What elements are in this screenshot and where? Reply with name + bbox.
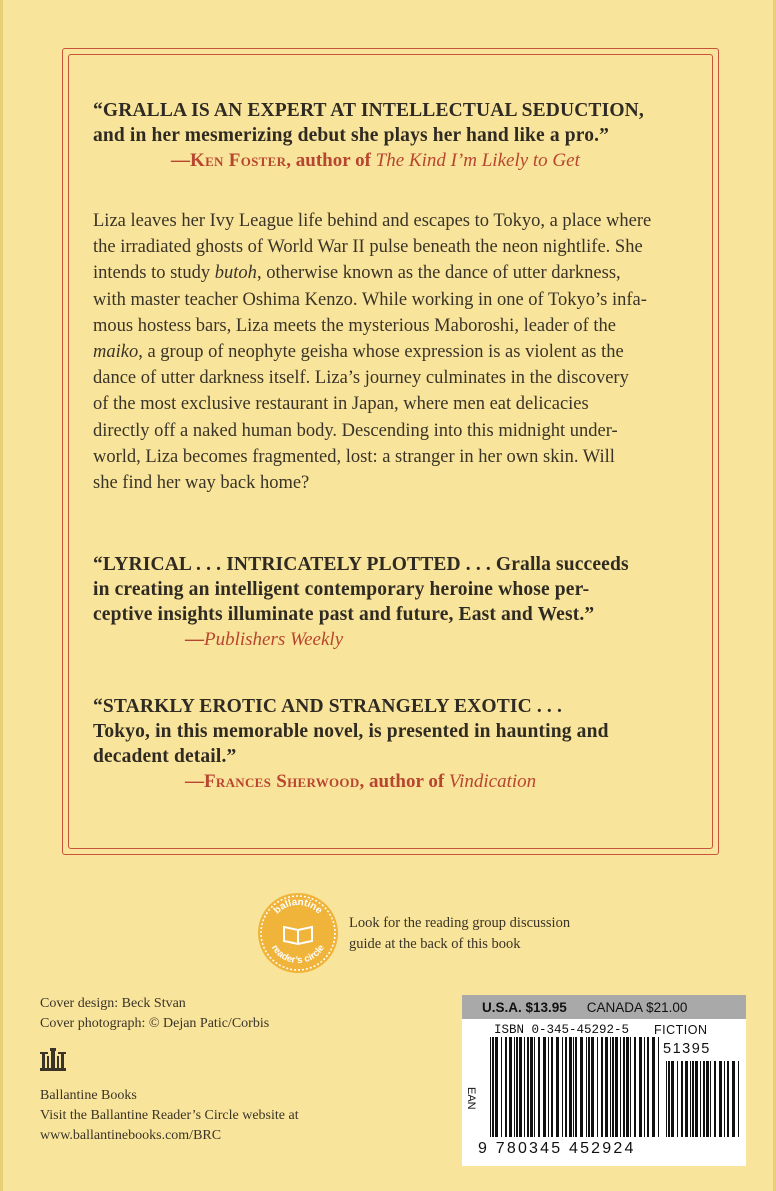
synopsis xyxy=(93,208,683,496)
text: , a group of neophyte geisha whose expression is as violent as the xyxy=(138,342,624,363)
quote-line: in creating an intelligent contemporary heroine whose per- xyxy=(93,579,590,600)
quote-line: Tokyo, in this memorable novel, is presented in haunting and xyxy=(93,721,609,742)
price-usa: U.S.A. $13.95 xyxy=(482,999,567,1015)
ballantine-logo xyxy=(40,1047,66,1071)
barcode-bar xyxy=(562,1037,563,1137)
synopsis-line: of the most exclusive restaurant in Japan, where men eat delicacies xyxy=(93,394,589,415)
ean-label: EAN xyxy=(465,1087,477,1110)
barcode-bar xyxy=(516,1037,518,1137)
barcode-bar xyxy=(714,1061,716,1137)
barcode-bar xyxy=(591,1037,594,1137)
publisher-name: Ballantine Books xyxy=(40,1088,137,1103)
barcode-bar xyxy=(505,1037,507,1137)
blurb-sherwood-attribution xyxy=(93,769,683,794)
blurb-sherwood xyxy=(93,694,683,794)
barcode-bar xyxy=(724,1061,725,1137)
barcode-bar xyxy=(586,1037,587,1137)
barcode-bar xyxy=(666,1061,667,1137)
isbn-text: ISBN 0-345-45292-5 xyxy=(494,1023,630,1037)
blurb-pw-attribution xyxy=(93,627,683,652)
barcode-bar xyxy=(534,1037,535,1137)
seal-bottom-text: reader’s circle xyxy=(268,942,328,967)
quote-line: and in her mesmerizing debut she plays her hand like a pro.” xyxy=(93,125,610,146)
barcode-bar xyxy=(509,1037,512,1137)
author-of: , author of xyxy=(359,771,449,792)
synopsis-line: world, Liza becomes fragmented, lost: a stranger in her own skin. Will xyxy=(93,446,615,467)
cover-credits xyxy=(40,994,269,1034)
quote-line: “GRALLA IS AN EXPERT AT INTELLECTUAL SEDUCTION, xyxy=(93,100,644,121)
barcode-bar xyxy=(647,1037,649,1137)
barcode-bar xyxy=(524,1037,525,1137)
work-title: The Kind I’m Likely to Get xyxy=(375,150,580,171)
barcode-bar xyxy=(677,1061,678,1137)
barcode-bar xyxy=(630,1037,631,1137)
publisher-info xyxy=(40,1086,299,1146)
barcode-bar xyxy=(495,1037,498,1137)
website-note: Visit the Ballantine Reader’s Circle website at xyxy=(40,1108,299,1123)
blurb-publishers-weekly xyxy=(93,552,683,652)
barcode-bar xyxy=(681,1061,683,1137)
barcode-bar xyxy=(719,1061,722,1137)
barcode-label xyxy=(462,995,746,1166)
synopsis-line: directly off a naked human body. Descending into this midnight under- xyxy=(93,420,618,441)
synopsis-line: dance of utter darkness itself. Liza’s journey culminates in the discovery xyxy=(93,368,629,389)
barcode-bar xyxy=(615,1037,618,1137)
barcode-bar xyxy=(732,1061,735,1137)
author-name: Frances Sherwood xyxy=(204,771,360,792)
barcode-bar xyxy=(530,1037,533,1137)
barcode-bar xyxy=(703,1061,705,1137)
website-url[interactable]: www.ballantinebooks.com/BRC xyxy=(40,1128,222,1143)
italic-term: butoh xyxy=(214,263,257,284)
quote-line: “STARKLY EROTIC AND STRANGELY EXOTIC . . . xyxy=(93,696,562,717)
barcode-bar xyxy=(597,1037,598,1137)
barcode-bar xyxy=(588,1037,590,1137)
work-title: Vindication xyxy=(448,771,537,792)
open-book-icon xyxy=(284,927,312,944)
barcode-bar xyxy=(671,1061,674,1137)
barcode-bar xyxy=(490,1037,491,1137)
synopsis-line: Liza leaves her Ivy League life behind and escapes to Tokyo, a place where xyxy=(93,211,652,231)
price-canada: CANADA $21.00 xyxy=(586,999,688,1015)
barcode-bar xyxy=(575,1037,577,1137)
quote-line: decadent detail.” xyxy=(93,746,237,767)
seal-graphic xyxy=(258,893,338,973)
blurb-foster-attribution xyxy=(93,148,683,173)
source-name: Publishers Weekly xyxy=(204,629,344,650)
blurb-sherwood-quote xyxy=(93,694,683,769)
quote-line: ceptive insights illuminate past and future, East and West.” xyxy=(93,604,595,625)
barcode-bar xyxy=(658,1037,659,1137)
text: , otherwise known as the dance of utter darkness, xyxy=(256,263,621,284)
barcode-bar xyxy=(626,1037,629,1137)
synopsis-line: the irradiated ghosts of World War II pulse beneath the neon nightlife. She xyxy=(93,237,643,258)
barcode-bar xyxy=(573,1037,574,1137)
category-label: FICTION xyxy=(654,1023,708,1037)
barcode-bar xyxy=(685,1061,688,1137)
barcode-bar xyxy=(538,1037,540,1137)
reading-guide-note xyxy=(349,913,609,955)
blurb-pw-quote xyxy=(93,552,683,627)
synopsis-line: with master teacher Oshima Kenzo. While working in one of Tokyo’s infa- xyxy=(93,289,647,310)
barcode-bar xyxy=(639,1037,642,1137)
barcode-bar xyxy=(690,1061,691,1137)
blurb-foster-quote xyxy=(93,98,683,148)
dash: — xyxy=(171,150,190,171)
reading-guide-line: Look for the reading group discussion xyxy=(349,915,571,931)
barcode-bar xyxy=(710,1061,711,1137)
barcode-bar xyxy=(569,1037,572,1137)
cover-edge-left xyxy=(0,0,3,1191)
barcode-bar xyxy=(620,1037,621,1137)
synopsis-line: mous hostess bars, Liza meets the mysterious Maboroshi, leader of the xyxy=(93,315,617,336)
barcode-bar xyxy=(548,1037,549,1137)
barcode-bar xyxy=(565,1037,567,1137)
barcode-bar xyxy=(612,1037,614,1137)
barcode-bar xyxy=(700,1061,701,1137)
barcode-bar xyxy=(527,1037,529,1137)
barcode-bar xyxy=(652,1037,655,1137)
barcode-bar xyxy=(644,1037,645,1137)
barcode-bar xyxy=(738,1061,739,1137)
reading-guide-line: guide at the back of this book xyxy=(349,936,521,952)
blurb-foster xyxy=(93,98,683,173)
barcode-bar xyxy=(692,1061,694,1137)
author-of: , author of xyxy=(286,150,376,171)
ean-digits: 9 780345 452924 xyxy=(478,1140,636,1157)
barcode-bar xyxy=(543,1037,546,1137)
dash: — xyxy=(185,771,204,792)
barcode-bar xyxy=(492,1037,494,1137)
text: intends to study xyxy=(93,263,215,284)
author-name: Ken Foster xyxy=(190,150,287,171)
cover-photo-credit: Cover photograph: © Dejan Patic/Corbis xyxy=(40,1016,270,1031)
barcode-bar xyxy=(668,1061,670,1137)
dash: — xyxy=(185,629,204,650)
barcode-bar xyxy=(634,1037,636,1137)
synopsis-line: she find her way back home? xyxy=(93,473,310,494)
cover-design-credit: Cover design: Beck Stvan xyxy=(40,996,186,1011)
synopsis-line xyxy=(93,339,683,365)
barcode-bar xyxy=(519,1037,522,1137)
price-code: 51395 xyxy=(663,1041,711,1057)
barcode-bar xyxy=(514,1037,515,1137)
seal-top-text: ballantine xyxy=(271,896,325,917)
readers-circle-seal xyxy=(258,893,338,973)
barcode-bar xyxy=(623,1037,625,1137)
barcode-bar xyxy=(501,1037,502,1137)
barcode-bar xyxy=(556,1037,559,1137)
barcode-bar xyxy=(605,1037,608,1137)
barcode-bar xyxy=(706,1061,709,1137)
barcode-bar xyxy=(610,1037,611,1137)
barcode-bar xyxy=(727,1061,729,1137)
barcode-bar xyxy=(580,1037,583,1137)
barcode-bar xyxy=(695,1061,698,1137)
quote-line: “LYRICAL . . . INTRICATELY PLOTTED . . . Gralla succeeds xyxy=(93,554,629,575)
barcode-bar xyxy=(601,1037,603,1137)
synopsis-line xyxy=(93,260,683,286)
italic-term: maiko xyxy=(93,342,139,363)
barcode-bar xyxy=(551,1037,553,1137)
